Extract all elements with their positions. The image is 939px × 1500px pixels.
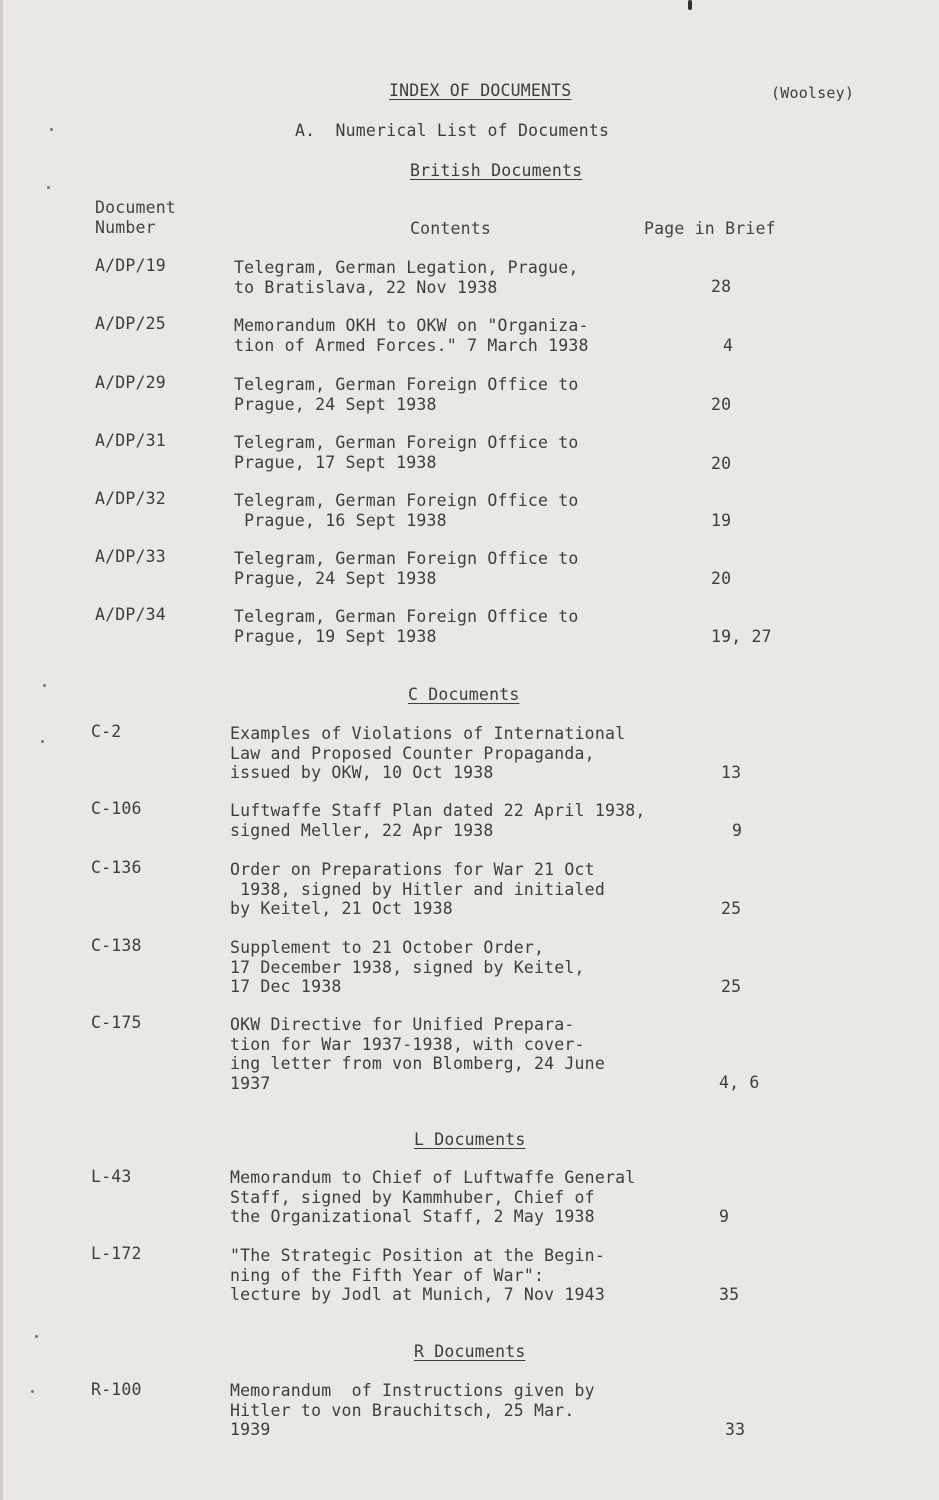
page-reference: 20: [711, 395, 732, 414]
section-heading-c: C Documents: [408, 685, 520, 704]
page-reference: 4: [723, 336, 734, 355]
page-reference: 35: [719, 1285, 740, 1304]
document-title: INDEX OF DOCUMENTS: [389, 81, 572, 100]
document-contents: Memorandum OKH to OKW on "Organiza- tion of Armed Forces." 7 March 1938: [234, 316, 589, 355]
page-reference: 20: [711, 454, 732, 473]
document-contents: Order on Preparations for War 21 Oct 1938, signed by Hitler and initialed by Keitel, 21 Oct 1938: [230, 860, 605, 918]
page-reference: 33: [725, 1420, 746, 1439]
margin-mark: [50, 128, 53, 131]
document-contents: Examples of Violations of International Law and Proposed Counter Propaganda, issued by OKW, 10 Oct 1938: [230, 724, 626, 782]
document-number: C-136: [91, 858, 142, 877]
document-contents: Telegram, German Foreign Office to Prague, 16 Sept 1938: [234, 491, 579, 530]
document-number: R-100: [91, 1380, 142, 1399]
document-contents: Telegram, German Foreign Office to Prague, 24 Sept 1938: [234, 549, 579, 588]
page-reference: 20: [711, 569, 732, 588]
document-contents: Luftwaffe Staff Plan dated 22 April 1938, signed Meller, 22 Apr 1938: [230, 801, 646, 840]
document-number: A/DP/33: [95, 547, 166, 566]
document-contents: Telegram, German Legation, Prague, to Bratislava, 22 Nov 1938: [234, 258, 579, 297]
document-number: A/DP/32: [95, 489, 166, 508]
document-number: C-106: [91, 799, 142, 818]
page-reference: 25: [721, 977, 742, 996]
document-number: C-138: [91, 936, 142, 955]
document-number: A/DP/34: [95, 605, 166, 624]
document-contents: Supplement to 21 October Order, 17 December 1938, signed by Keitel, 17 Dec 1938: [230, 938, 585, 996]
document-contents: Telegram, German Foreign Office to Prague, 17 Sept 1938: [234, 433, 579, 472]
document-contents: Telegram, German Foreign Office to Prague, 19 Sept 1938: [234, 607, 579, 646]
author-note: (Woolsey): [771, 84, 855, 102]
section-heading-r: R Documents: [414, 1342, 526, 1361]
margin-mark: [43, 684, 46, 687]
ink-mark: [688, 0, 692, 10]
page-reference: 4, 6: [719, 1073, 760, 1092]
document-number: L-172: [91, 1244, 142, 1263]
page-reference: 9: [732, 821, 743, 840]
section-heading-british: British Documents: [410, 161, 583, 180]
column-header-number: Document Number: [95, 198, 177, 237]
margin-mark: [41, 740, 44, 743]
document-number: A/DP/29: [95, 373, 166, 392]
document-number: C-175: [91, 1013, 142, 1032]
section-heading-l: L Documents: [414, 1130, 526, 1149]
column-header-page: Page in Brief: [644, 219, 776, 238]
page-reference: 19, 27: [711, 627, 772, 646]
page-reference: 9: [719, 1207, 730, 1226]
document-number: A/DP/19: [95, 256, 166, 275]
margin-mark: [47, 186, 50, 189]
document-contents: OKW Directive for Unified Prepara- tion for War 1937-1938, with cover- ing letter from von Blomberg, 24 June 1937: [230, 1015, 605, 1093]
document-number: C-2: [91, 722, 122, 741]
document-contents: Telegram, German Foreign Office to Prague, 24 Sept 1938: [234, 375, 579, 414]
page-reference: 13: [721, 763, 742, 782]
margin-mark: [31, 1390, 34, 1393]
margin-mark: [35, 1335, 38, 1338]
list-subtitle: A. Numerical List of Documents: [295, 121, 610, 140]
document-number: A/DP/31: [95, 431, 166, 450]
page-reference: 28: [711, 277, 732, 296]
column-header-contents: Contents: [410, 219, 492, 238]
document-contents: Memorandum to Chief of Luftwaffe General Staff, signed by Kammhuber, Chief of the Organizational Staff, 2 May 1938: [230, 1168, 636, 1226]
page-reference: 19: [711, 511, 732, 530]
document-number: A/DP/25: [95, 314, 166, 333]
document-contents: "The Strategic Position at the Begin- ning of the Fifth Year of War": lecture by Jodl at Munich, 7 Nov 1943: [230, 1246, 605, 1304]
document-number: L-43: [91, 1167, 132, 1186]
page-reference: 25: [721, 899, 742, 918]
document-contents: Memorandum of Instructions given by Hitler to von Brauchitsch, 25 Mar. 1939: [230, 1381, 595, 1439]
